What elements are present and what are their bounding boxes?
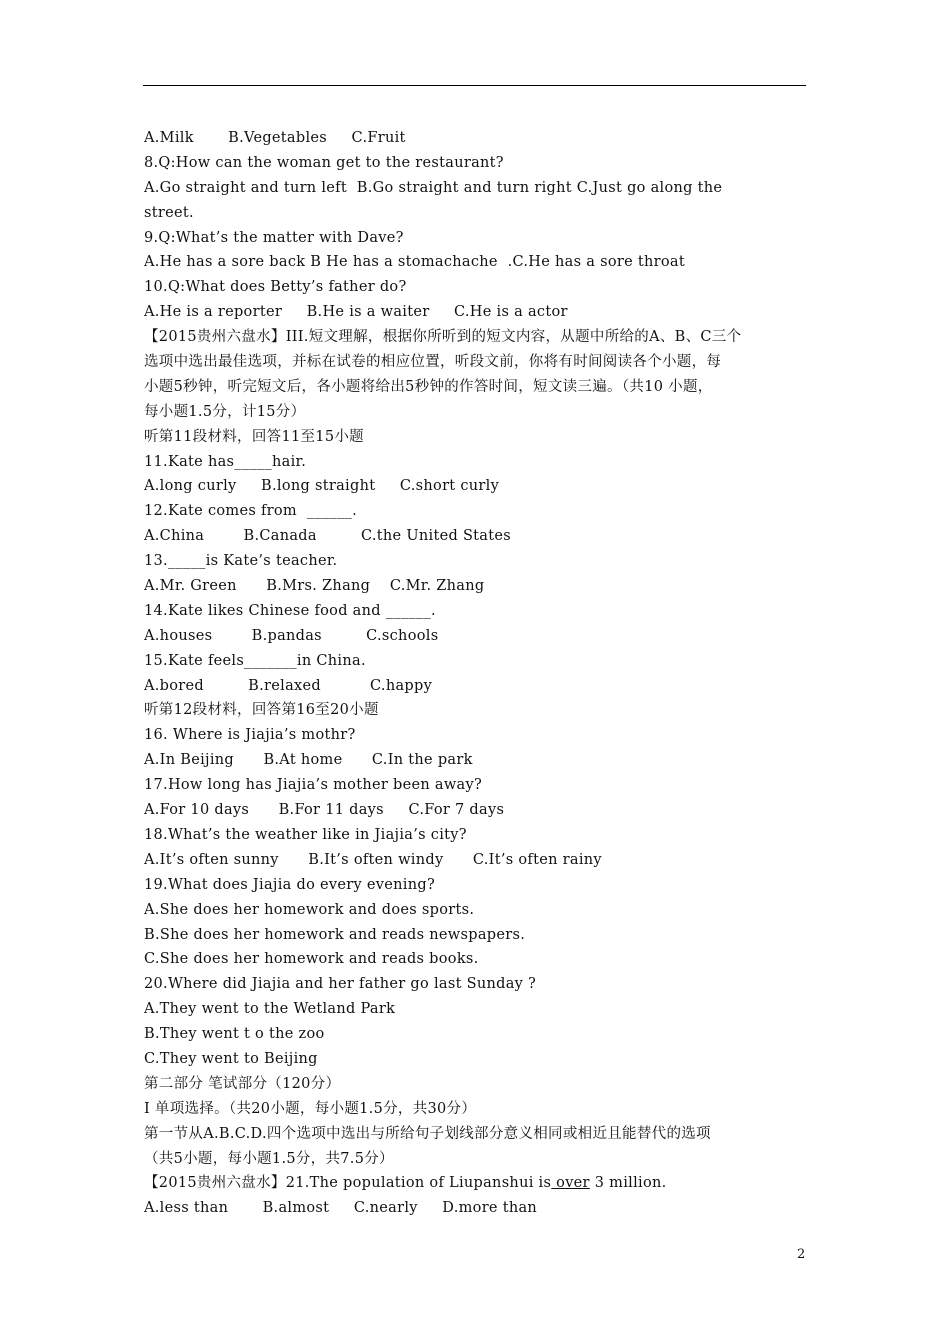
text-line: 19.What does Jiajia do every evening?: [144, 876, 436, 893]
text-line: 选项中选出最佳选项，并标在试卷的相应位置，听段文前，你将有时间阅读各个小题，每: [144, 354, 722, 371]
text-line: A.For 10 days B.For 11 days C.For 7 days: [144, 802, 505, 819]
text-line: C.They went to Beijing: [144, 1050, 318, 1067]
text-line: 每小题1.5分，计15分）: [144, 403, 306, 420]
text-line: 14.Kate likes Chinese food and ______.: [144, 602, 436, 619]
text-line: （共5小题，每小题1.5分，共7.5分）: [144, 1150, 394, 1167]
text-line: 16. Where is Jiajia’s mothr?: [144, 727, 356, 744]
section-heading-line: 【2015贵州六盘水】III.短文理解，根据你所听到的短文内容，从题中所给的A、B、C三个: [144, 329, 742, 346]
page-content: [144, 126, 814, 1221]
text-line: 9.Q:What’s the matter with Dave?: [144, 229, 404, 246]
text-line: A.China B.Canada C.the United States: [144, 528, 511, 545]
text-line: 小题5秒钟，听完短文后，各小题将给出5秒钟的作答时间，短文读三遍。（共10 小题，: [144, 378, 713, 395]
header-rule: [143, 85, 806, 86]
text-line: B.They went t o the zoo: [144, 1026, 325, 1043]
text-line: A.Mr. Green B.Mrs. Zhang C.Mr. Zhang: [144, 578, 485, 595]
text-line: A.Milk B.Vegetables C.Fruit: [144, 130, 406, 146]
text-line: A.They went to the Wetland Park: [144, 1001, 396, 1018]
text-line: 18.What’s the weather like in Jiajia’s city?: [144, 826, 467, 843]
text-line: A.It’s often sunny B.It’s often windy C.It’s often rainy: [144, 851, 602, 868]
text-line: I 单项选择。（共20小题，每小题1.5分，共30分）: [144, 1100, 477, 1117]
text-line: A.In Beijing B.At home C.In the park: [144, 752, 473, 769]
text-line: A.He has a sore back B He has a stomachache .C.He has a sore throat: [144, 254, 685, 271]
text-line: 10.Q:What does Betty’s father do?: [144, 279, 407, 296]
text-line: C.She does her homework and reads books.: [144, 951, 479, 968]
question-21-suffix: 3 million.: [589, 1175, 667, 1192]
question-21-prefix: 【2015贵州六盘水】21.The population of Liupanshui is: [144, 1175, 552, 1192]
text-line: A.He is a reporter B.He is a waiter C.He is a actor: [144, 304, 568, 321]
text-line: A.She does her homework and does sports.: [144, 901, 475, 918]
text-line: 13._____is Kate’s teacher.: [144, 553, 338, 570]
text-line: B.She does her homework and reads newspapers.: [144, 926, 526, 943]
text-line: 15.Kate feels_______in China.: [144, 652, 366, 669]
text-line: A.houses B.pandas C.schools: [144, 627, 439, 644]
text-line: 8.Q:How can the woman get to the restaurant?: [144, 154, 504, 171]
text-line: 听第11段材料，回答11至15小题: [144, 428, 364, 445]
question-21-underlined-word: over: [551, 1175, 590, 1192]
text-line: 第一节从A.B.C.D.四个选项中选出与所给句子划线部分意义相同或相近且能替代的选项: [144, 1125, 711, 1142]
question-21-line: [144, 1171, 814, 1196]
text-line: 20.Where did Jiajia and her father go last Sunday ?: [144, 976, 537, 993]
text-line: A.Go straight and turn left B.Go straight and turn right C.Just go along the: [144, 179, 723, 196]
text-line: street.: [144, 204, 194, 221]
text-line: 第二部分 笔试部分（120分）: [144, 1075, 341, 1092]
text-line: 11.Kate has_____hair.: [144, 453, 307, 470]
question-21-options: A.less than B.almost C.nearly D.more than: [144, 1200, 538, 1217]
text-line: A.long curly B.long straight C.short curly: [144, 478, 500, 495]
page-number: 2: [797, 1247, 806, 1262]
text-line: 听第12段材料，回答第16至20小题: [144, 702, 379, 719]
text-line: 17.How long has Jiajia’s mother been away?: [144, 777, 483, 794]
text-line: A.bored B.relaxed C.happy: [144, 677, 433, 694]
text-line: 12.Kate comes from ______.: [144, 503, 357, 520]
